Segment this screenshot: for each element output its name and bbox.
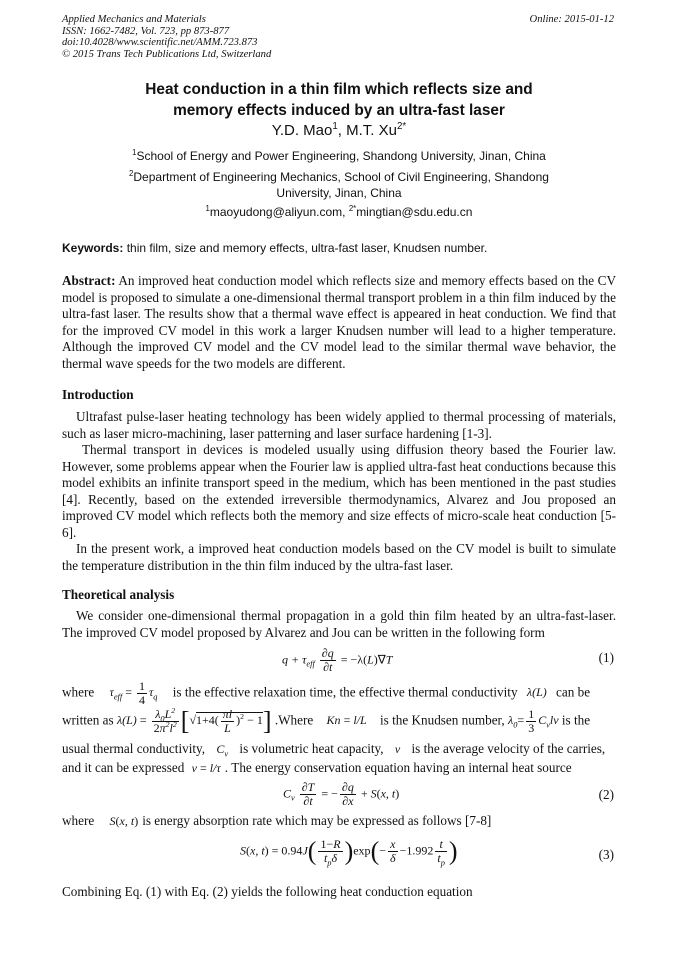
where-2-text-b: is energy absorption rate which may be expressed as follows [7-8]: [142, 813, 492, 828]
journal-name: Applied Mechanics and Materials: [62, 14, 206, 25]
equation-3: S(x, t) = 0.94J( $\frac{1-R}{t_p\delta}$ )exp(− $\frac{x}{\delta}$ −1.992 $\frac{t}{t_p}$ ): [240, 836, 458, 868]
author-separator: ,: [337, 122, 347, 139]
abstract: [62, 273, 616, 373]
email-2-sup: 2*: [348, 204, 357, 213]
v-symbol: v: [394, 742, 401, 756]
author-1: Y.D. Mao: [271, 122, 333, 139]
lambda-L-formula: λ(L) = $\frac{\lambda_0L^2}{2\pi^2l^2}$ [√1+4( $\frac{\pi l}{L}$ )$^2$ − 1]: [116, 706, 272, 736]
email-1[interactable]: maoyudong@aliyun.com,: [209, 205, 349, 219]
written-text-d: is the: [561, 712, 591, 728]
usual-text-a: usual thermal conductivity,: [62, 741, 206, 756]
written-as-line: [62, 708, 616, 735]
combining-line: Combining Eq. (1) with Eq. (2) yields the following heat conduction equation: [62, 884, 473, 899]
equation-2-number: (2): [598, 787, 614, 802]
issn-line: ISSN: 1662-7482, Vol. 723, pp 873-877: [62, 25, 230, 37]
author-2-sup: 2*: [397, 121, 407, 132]
equation-3-number: (3): [598, 847, 614, 862]
theory-paragraph-1: We consider one-dimensional thermal propagation in a gold thin film heated by an ultra-fast-laser. The improved CV model proposed by Alvarez and Jou can be written in the following form: [62, 608, 616, 640]
knudsen-expr: Kn = l/L: [326, 713, 367, 728]
written-text-b: .Where: [274, 712, 314, 728]
title-line-2: memory effects induced by an ultra-fast laser: [173, 102, 505, 119]
usual-line: [62, 741, 616, 758]
v-formula: v = l/τ: [191, 761, 221, 775]
affiliation-1: [112, 149, 566, 165]
equation-2: $C_v$ $\frac{\partial T}{\partial t}$ = − $\frac{\partial q}{\partial x}$ + S(x, t): [283, 780, 400, 808]
where-1-text-a: where: [62, 684, 95, 700]
where-line-2: [62, 813, 616, 830]
abstract-label: Abstract:: [62, 273, 116, 288]
where-1-text-c: can be: [556, 684, 591, 700]
introduction-heading: Introduction: [62, 387, 134, 402]
cv-symbol: $C_v$: [216, 742, 229, 759]
affiliation-1-sup: 1: [132, 148, 137, 157]
keywords-label: Keywords:: [62, 241, 124, 255]
affiliation-1-text: School of Energy and Power Engineering, Shandong University, Jinan, China: [136, 149, 546, 163]
where-1-text-b: is the effective relaxation time, the effective thermal conductivity: [172, 684, 518, 700]
usual-text-b: is volumetric heat capacity,: [239, 741, 384, 756]
copyright-line: © 2015 Trans Tech Publications Ltd, Switzerland: [62, 48, 272, 60]
keywords: [62, 241, 616, 256]
doi-line[interactable]: doi:10.4028/www.scientific.net/AMM.723.873: [62, 37, 258, 49]
express-line: [62, 760, 616, 777]
emails: [112, 205, 566, 221]
author-list: [62, 122, 616, 140]
where-2-text-a: where: [62, 813, 95, 828]
keywords-text: thin film, size and memory effects, ultra-fast laser, Knudsen number.: [123, 241, 488, 255]
intro-paragraph-1: Ultrafast pulse-laser heating technology has been widely applied to thermal processing of materials, such as laser micro-machining, laser patterning and laser surface hardening [1-3].: [62, 409, 616, 441]
email-1-sup: 1: [205, 204, 210, 213]
lambda-L-expr: λ(L): [526, 685, 547, 700]
written-text-a: written as: [62, 712, 114, 728]
intro-paragraph-3: In the present work, a improved heat conduction models based on the CV model is built to simulate the temperature distribution in the thin film induced by the ultra-fast laser.: [62, 541, 616, 573]
lambda-0-expr: $\lambda_0=$ $\frac{1}{3}$ $C_vlv$: [508, 707, 559, 735]
abstract-text: An improved heat conduction model which reflects size and memory effects based on the CV model is proposed to simulate a one-dimensional thermal transport problem in a thin film induced by the ultra-fast laser. The results show that a thermal wave effect is appeared in heat conduction. We find that for the improved CV model in this work a larger Knudsen number will lead to a higher temperature. Although the improved CV model and the CV model lead to the similar thermal wave behavior, the thermal wave speeds for the two models are different.: [62, 273, 616, 371]
intro-paragraph-2: Thermal transport in devices is modeled usually using diffusion theory based the Fourier law. However, some problems appear when the Fourier law is applied ultra-fast heat conductions because this model exhibits an infinite transport speed in the medium, which has been mentioned in the past studies [4]. Recently, based on the extended irreversible thermodynamics, Alvarez and Jou proposed an improved CV model which reflects both the memory and size effects of micro-scale heat conduction [5-6].: [62, 442, 616, 540]
express-text-a: and it can be expressed: [62, 760, 185, 775]
author-1-sup: 1: [332, 121, 338, 132]
written-text-c: is the Knudsen number,: [379, 712, 505, 728]
affiliation-2-line-1: Department of Engineering Mechanics, School of Civil Engineering, Shandong: [133, 170, 549, 184]
usual-text-c: is the average velocity of the carries,: [411, 741, 606, 756]
title-line-1: Heat conduction in a thin film which reflects size and: [145, 81, 533, 98]
author-2: M.T. Xu: [346, 122, 397, 139]
paper-title: [62, 79, 616, 121]
email-2[interactable]: mingtian@sdu.edu.cn: [356, 205, 473, 219]
theory-heading: Theoretical analysis: [62, 587, 175, 602]
where-line-1: [62, 680, 616, 707]
journal-header: [62, 14, 271, 60]
tau-eff-expr: $\tau_{eff}$ = $\frac{1}{4}$ $\tau_q$: [109, 679, 158, 707]
equation-1: $q + \tau_{eff}$ $\frac{\partial q}{\partial t}$ = −λ(L)∇T: [282, 646, 393, 674]
online-date: Online: 2015-01-12: [529, 14, 614, 25]
affiliation-2-sup: 2: [129, 169, 134, 178]
equation-1-number: (1): [598, 650, 614, 665]
affiliation-2-line-2: University, Jinan, China: [276, 185, 402, 200]
affiliation-2: [112, 170, 566, 201]
S-symbol: S(x, t): [109, 814, 139, 828]
express-text-b: . The energy conservation equation having an internal heat source: [224, 760, 572, 775]
